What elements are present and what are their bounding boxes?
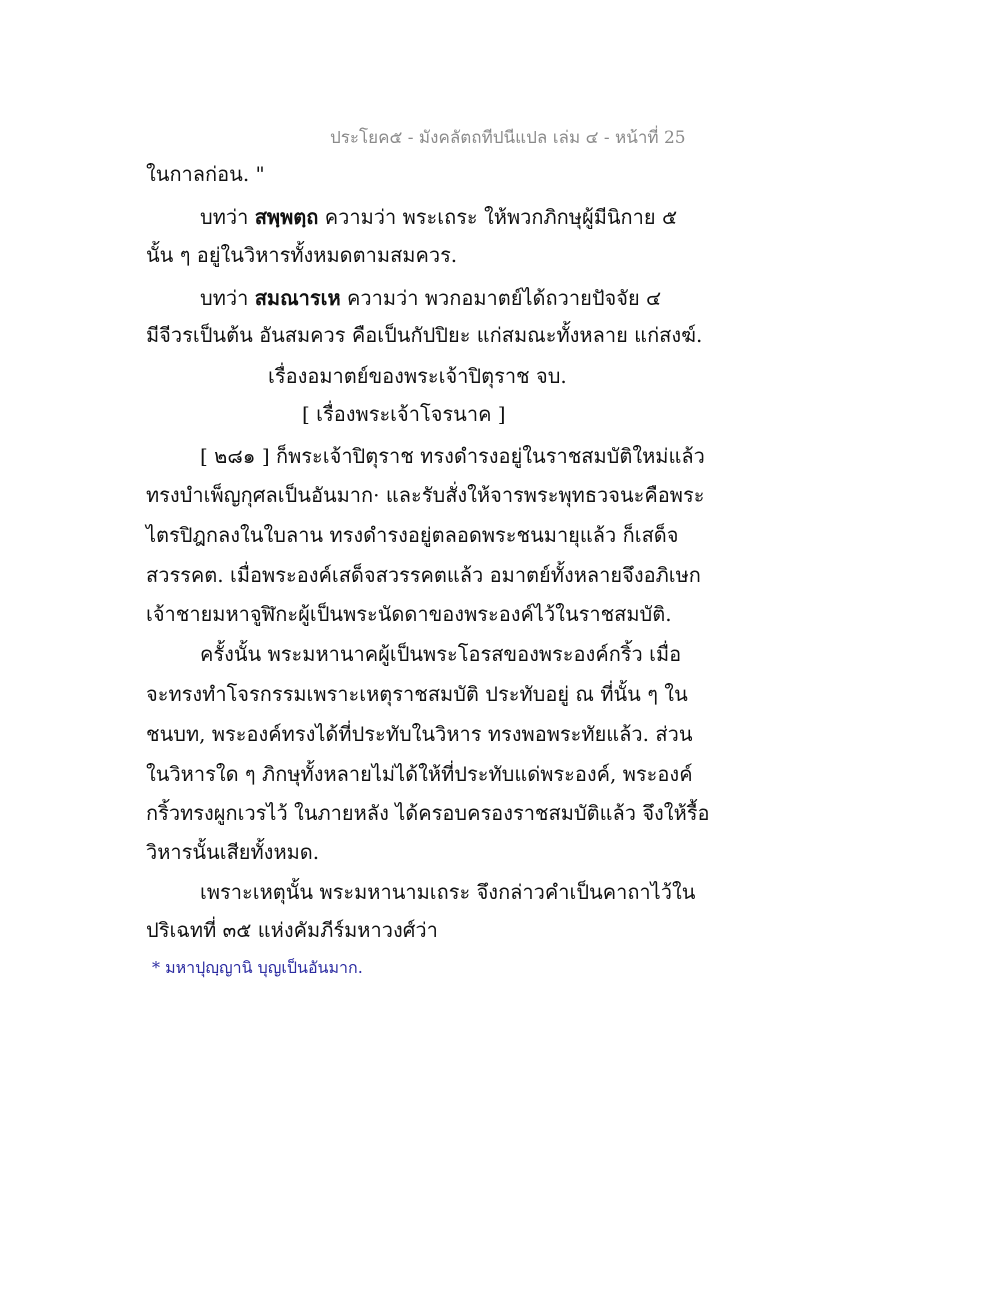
section-end-heading: เรื่องอมาตย์ของพระเจ้าปิตุราช จบ. bbox=[268, 364, 567, 388]
text-line bbox=[200, 203, 677, 231]
text-span: ความว่า พวกอมาตย์ได้ถวายปัจจัย ๔ bbox=[340, 286, 662, 310]
section-heading: [ เรื่องพระเจ้าโจรนาค ] bbox=[302, 402, 506, 426]
text-line: ในกาลก่อน. " bbox=[146, 162, 265, 186]
text-line: จะทรงทำโจรกรรมเพราะเหตุราชสมบัติ ประทับอยู่ ณ ที่นั้น ๆ ใน bbox=[146, 682, 688, 706]
text-span: ความว่า พระเถระ ให้พวกภิกษุผู้มีนิกาย ๕ bbox=[318, 205, 678, 229]
text-line: กริ้วทรงผูกเวรไว้ ในภายหลัง ได้ครอบครองราชสมบัติแล้ว จึงให้รื้อ bbox=[146, 801, 710, 825]
text-line: ปริเฉทที่ ๓๕ แห่งคัมภีร์มหาวงศ์ว่า bbox=[146, 918, 438, 942]
text-line: [ ๒๘๑ ] ก็พระเจ้าปิตุราช ทรงดำรงอยู่ในราชสมบัติใหม่แล้ว bbox=[200, 444, 705, 468]
bold-term: สพฺพตฺถ bbox=[254, 205, 319, 229]
text-line: ไตรปิฎกลงในใบลาน ทรงดำรงอยู่ตลอดพระชนมายุแล้ว ก็เสด็จ bbox=[146, 523, 679, 547]
text-line: ทรงบำเพ็ญกุศลเป็นอันมาก· และรับสั่งให้จารพระพุทธวจนะคือพระ bbox=[146, 483, 705, 507]
footnote: * มหาปุญฺญานิ บุญเป็นอันมาก. bbox=[152, 958, 363, 977]
text-line: ชนบท, พระองค์ทรงได้ที่ประทับในวิหาร ทรงพอพระทัยแล้ว. ส่วน bbox=[146, 722, 693, 746]
text-line: นั้น ๆ อยู่ในวิหารทั้งหมดตามสมควร. bbox=[146, 243, 458, 267]
text-line: สวรรคต. เมื่อพระองค์เสด็จสวรรคตแล้ว อมาตย์ทั้งหลายจึงอภิเษก bbox=[146, 563, 701, 587]
text-line: เพราะเหตุนั้น พระมหานามเถระ จึงกล่าวคำเป็นคาถาไว้ใน bbox=[200, 880, 696, 904]
text-line: ในวิหารใด ๆ ภิกษุทั้งหลายไม่ได้ให้ที่ประทับแด่พระองค์, พระองค์ bbox=[146, 762, 693, 786]
text-line: เจ้าชายมหาจูฬิกะผู้เป็นพระนัดดาของพระองค์ไว้ในราชสมบัติ. bbox=[146, 602, 672, 626]
text-line: มีจีวรเป็นต้น อันสมควร คือเป็นกัปปิยะ แก่สมณะทั้งหลาย แก่สงฆ์. bbox=[146, 323, 703, 347]
text-line: วิหารนั้นเสียทั้งหมด. bbox=[146, 840, 320, 864]
text-span: บทว่า bbox=[200, 286, 255, 310]
bold-term: สมณารเห bbox=[254, 286, 341, 310]
text-span: บทว่า bbox=[200, 205, 255, 229]
text-line bbox=[200, 284, 661, 312]
text-line: ครั้งนั้น พระมหานาคผู้เป็นพระโอรสของพระองค์กริ้ว เมื่อ bbox=[200, 642, 682, 666]
page-header: ประโยค๕ - มังคลัตถทีปนีแปล เล่ม ๔ - หน้าที่ 25 bbox=[330, 128, 686, 148]
